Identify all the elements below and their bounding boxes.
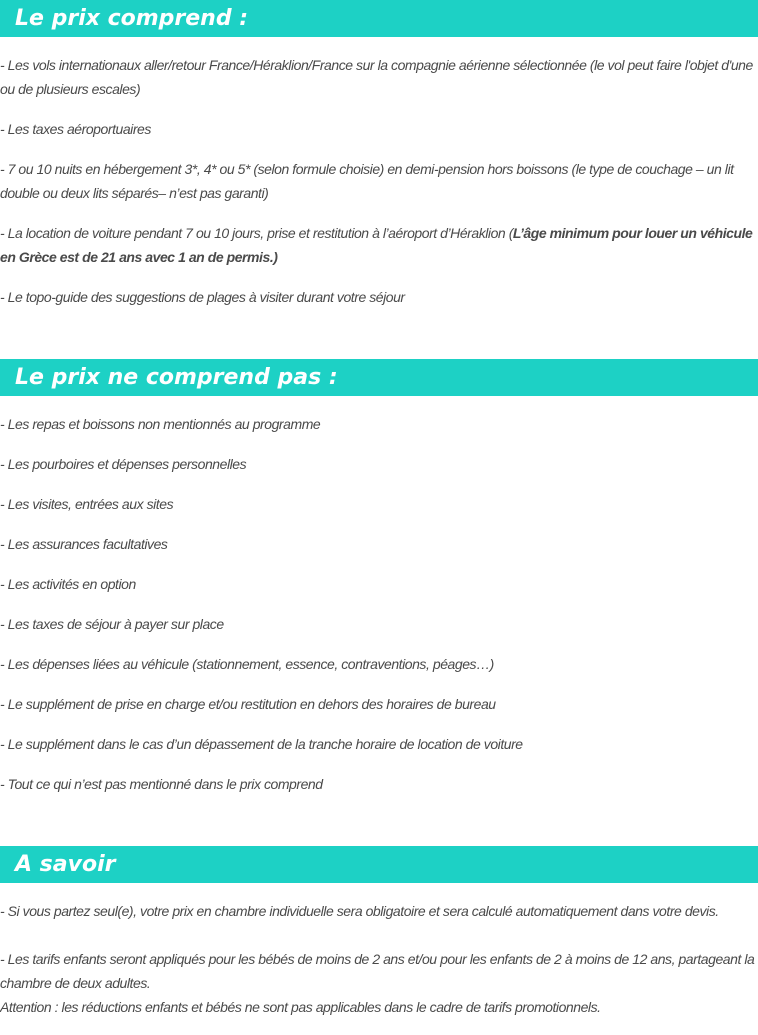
info-heading: A savoir (0, 846, 758, 883)
excluded-item: - Les taxes de séjour à payer sur place (0, 616, 224, 632)
excluded-item: - Tout ce qui n’est pas mentionné dans le prix comprend (0, 776, 323, 792)
excluded-item: - Le supplément de prise en charge et/ou restitution en dehors des horaires de bureau (0, 696, 496, 712)
included-item-airport-taxes: - Les taxes aéroportuaires (0, 121, 151, 137)
excluded-item: - Les activités en option (0, 576, 136, 592)
excluded-item: - Les visites, entrées aux sites (0, 496, 174, 512)
info-line-single-traveller: - Si vous partez seul(e), votre prix en chambre individuelle sera obligatoire et sera calculé automatiquement dans votre devis. (0, 903, 719, 919)
excluded-item: - Les dépenses liées au véhicule (stationnement, essence, contraventions, péages…) (0, 656, 494, 672)
included-heading: Le prix comprend : (0, 0, 758, 37)
car-rental-text: - La location de voiture pendant 7 ou 10 jours, prise et restitution à l’aéroport d’Héraklion ( (0, 225, 513, 241)
included-item-car-rental (0, 221, 758, 269)
excluded-item: - Les pourboires et dépenses personnelles (0, 456, 247, 472)
excluded-item: - Le supplément dans le cas d’un dépassement de la tranche horaire de location de voiture (0, 736, 523, 752)
info-line-child-rates: - Les tarifs enfants seront appliqués pour les bébés de moins de 2 ans et/ou pour les enfants de 2 à moins de 12 ans, partageant la chambre de deux adultes. (0, 951, 755, 991)
car-rental-age-note: L’âge minimum pour louer un véhicule en Grèce est de 21 ans avec 1 an de permis.) (0, 225, 753, 265)
included-item-flights: - Les vols internationaux aller/retour France/Héraklion/France sur la compagnie aérienne sélectionnée (le vol peut faire l'objet d'une ou de plusieurs escales) (0, 57, 753, 97)
excluded-heading: Le prix ne comprend pas : (0, 359, 758, 396)
excluded-item: - Les repas et boissons non mentionnés au programme (0, 416, 321, 432)
excluded-item: - Les assurances facultatives (0, 536, 168, 552)
info-line-attention: Attention : les réductions enfants et bébés ne sont pas applicables dans le cadre de tarifs promotionnels. (0, 999, 601, 1015)
included-item-accommodation: - 7 ou 10 nuits en hébergement 3*, 4* ou 5* (selon formule choisie) en demi-pension hors boissons (le type de couchage – un lit double ou deux lits séparés– n’est pas garanti) (0, 161, 734, 201)
included-item-topo-guide: - Le topo-guide des suggestions de plages à visiter durant votre séjour (0, 289, 405, 305)
